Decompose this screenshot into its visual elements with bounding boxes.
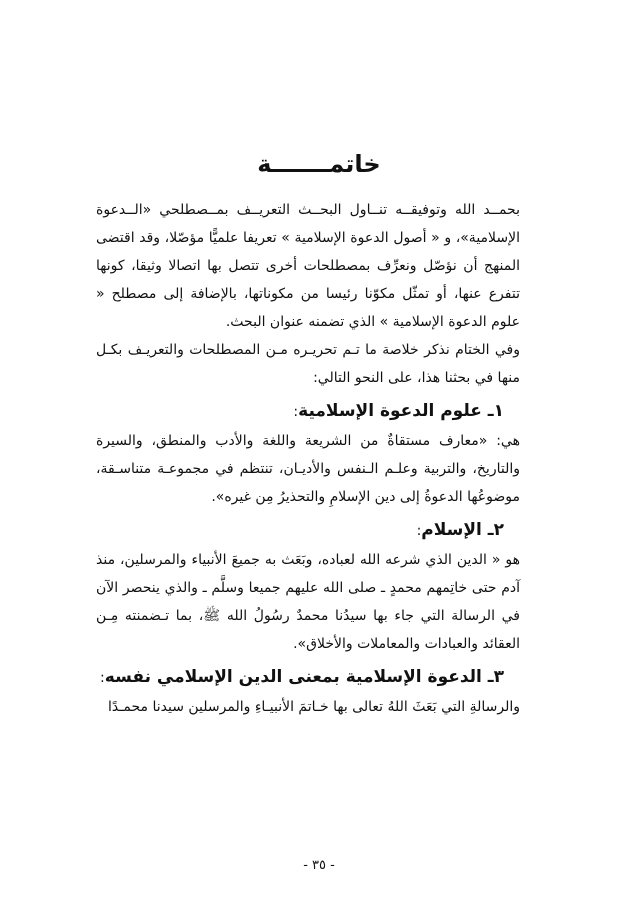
section-heading-islamic-dawah (96, 662, 504, 693)
section-heading-colon: : (100, 670, 105, 686)
section-text-islam: هو « الدين الذي شرعه الله لعباده، وبَعَث به جميعَ الأنبياء والمرسلين، منذ آدم حتى خاتِمهم محمدٍ ـ صلى الله عليهم جميعا وسلَّم ـ والذي ينحصر الآن في الرسالة التي جاء بها سيدُنا محمدٌ رسُولُ الله ﷺ، بما تـضمنته مِـن العقائد والعبادات والمعاملات والأخلاق». (96, 552, 520, 652)
section-heading-colon: : (416, 523, 422, 539)
section-heading-text: ١ـ علوم الدعوة الإسلامية (298, 401, 504, 421)
section-heading-text: ٣ـ الدعوة الإسلامية بمعنى الدين الإسلامي نفسه (104, 667, 504, 687)
section-heading-dawah-sciences (96, 396, 504, 427)
intro-paragraph: بحمــد الله وتوفيقــه تنــاول البحــث التعريــف بمــصطلحي «الــدعوة الإسلامية»، و « أصول الدعوة الإسلامية » تعريفا علميًّا مؤصّلا، وقد اقتضى المنهج أن نؤصّل ونعرِّف بمصطلحات أخرى تتصل بها اتصالا وثيقا، كونها تتفرع عنها، أو تمثّل مكوّنا رئيسا من مكوناتها، بالإضافة إلى مصطلح « علوم الدعوة الإسلامية » الذي تضمنه عنوان البحث. (96, 202, 520, 330)
section-heading-colon: : (293, 404, 299, 420)
summary-paragraph: وفي الختام نذكر خلاصة ما تـم تحريـره مـن المصطلحات والتعريـف بكـل منها في بحثنا هذا، على النحو التالي: (96, 342, 520, 386)
page-body (96, 196, 548, 721)
page-title: خاتمـــــــة (257, 150, 381, 178)
page-number: - ٣٥ - (303, 858, 335, 873)
section-text-islamic-dawah: والرسالةِ التي بَعَثَ اللهُ تعالى بها خـاتمَ الأنبيـاءِ والمرسلين سيدنا محمـدًا (108, 699, 520, 715)
section-text-dawah-sciences: هي: «معارف مستقاةٌ من الشريعة واللغة والأدب والمنطق، والسيرة والتاريخ، والتربية وعلـم الـنفس والأديـان، تنتظم في مجموعـة متناسـقة، موضوعُها الدعوةُ إلى دين الإسلامِ والتحذيرُ مِن غيره». (96, 433, 520, 505)
section-heading-islam (96, 515, 504, 546)
section-heading-text: ٢ـ الإسلام (421, 520, 504, 540)
